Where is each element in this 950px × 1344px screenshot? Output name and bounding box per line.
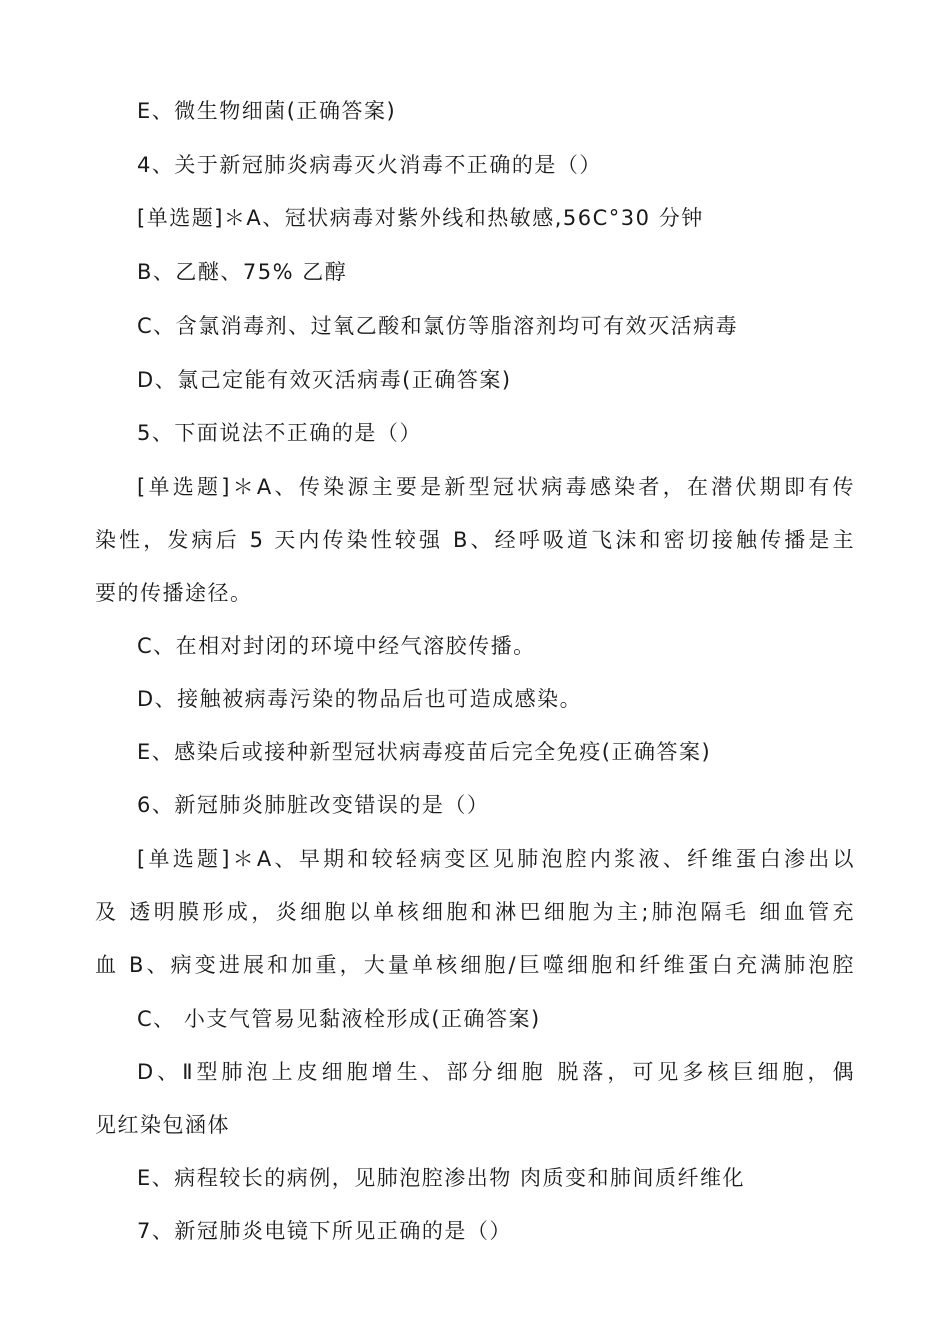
question-6-option-b: 血 B、病变进展和加重，大量单核细胞/巨噬细胞和纤维蛋白充满肺泡腔 (95, 953, 855, 977)
question-5-option-c: C、在相对封闭的环境中经气溶胶传播。 (137, 634, 536, 658)
question-6-option-d-cont: 见红染包涵体 (95, 1113, 230, 1137)
question-6-option-a-cont: 及 透明膜形成，炎细胞以单核细胞和淋巴细胞为主;肺泡隔毛 细血管充 (95, 900, 855, 924)
question-5-option-a-cont: 染性，发病后 5 天内传染性较强 B、经呼吸道飞沫和密切接触传播是主 (95, 528, 855, 552)
question-6-option-c: C、 小支气管易见黏液栓形成(正确答案) (137, 1007, 541, 1031)
question-7: 7、新冠肺炎电镜下所见正确的是（） (137, 1219, 512, 1243)
question-5-option-a: [单选题]＊A、传染源主要是新型冠状病毒感染者，在潜伏期即有传 (137, 475, 855, 499)
question-5: 5、下面说法不正确的是（） (137, 421, 422, 445)
question-4: 4、关于新冠肺炎病毒灭火消毒不正确的是（） (137, 153, 602, 177)
question-6-option-a: [单选题]＊A、早期和较轻病变区见肺泡腔内浆液、纤维蛋白渗出以 (137, 847, 855, 871)
question-6: 6、新冠肺炎肺脏改变错误的是（） (137, 793, 490, 817)
answer-option-e: E、微生物细菌(正确答案) (137, 99, 397, 123)
question-5-option-d: D、接触被病毒污染的物品后也可造成感染。 (137, 687, 583, 711)
question-6-option-e: E、病程较长的病例，见肺泡腔渗出物 肉质变和肺间质纤维化 (137, 1166, 745, 1190)
question-4-option-b: B、乙醚、75% 乙醇 (137, 260, 348, 284)
question-4-option-d: D、氯己定能有效灭活病毒(正确答案) (137, 368, 512, 392)
question-4-option-c: C、含氯消毒剂、过氧乙酸和氯仿等脂溶剂均可有效灭活病毒 (137, 314, 739, 338)
question-6-option-d: D、Ⅱ型肺泡上皮细胞增生、部分细胞 脱落，可见多核巨细胞，偶 (137, 1060, 855, 1084)
question-5-option-e: E、感染后或接种新型冠状病毒疫苗后完全免疫(正确答案) (137, 740, 712, 764)
question-5-option-b-cont: 要的传播途径。 (95, 581, 253, 605)
question-4-option-a: [单选题]＊A、冠状病毒对紫外线和热敏感,56C°30 分钟 (137, 206, 704, 230)
